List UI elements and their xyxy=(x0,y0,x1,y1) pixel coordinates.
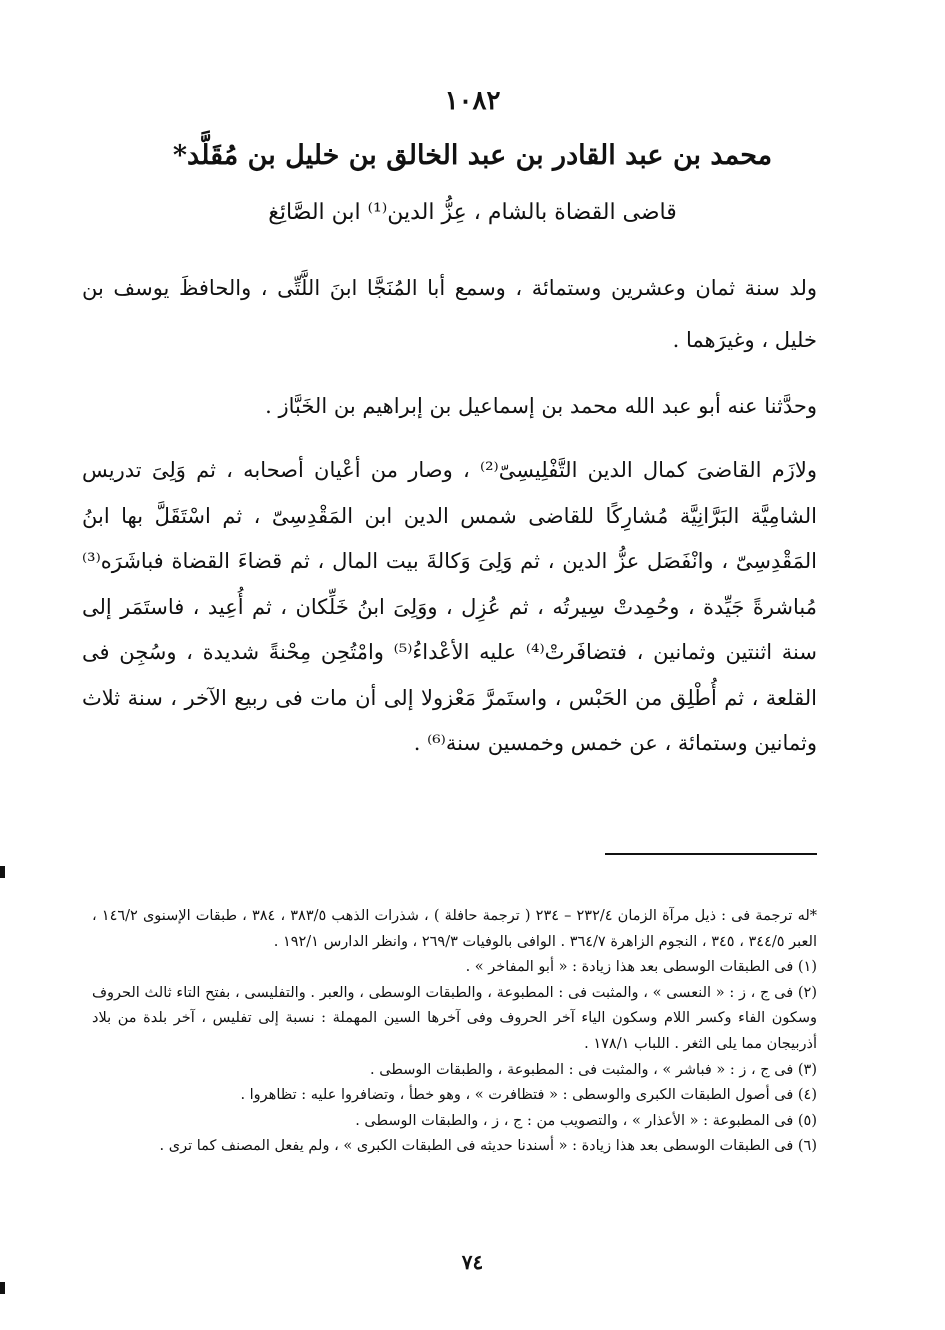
footnote-2: (٢) فى ج ، ز : « النعسى » ، والمثبت فى : المطبوعة ، والطبقات الوسطى ، والعبر . والتفليسى ، بفتح التاء ثالث الحروف وسكون الفاء وكسر اللام وسكون الياء آخر الحروف وفى آخرها السين المهملة : نسبة إلى تفليس ، آخر بلدة من بلاد أذربيجان مما يلى الثغر . اللباب ١٧٨/١ . xyxy=(92,984,817,1052)
footnotes xyxy=(92,904,817,1160)
footnote-3: (٣) فى ج ، ز : « فباشر » ، والمثبت فى : المطبوعة ، والطبقات الوسطى . xyxy=(370,1061,817,1078)
footnote-5: (٥) فى المطبوعة : « الأعذار » ، والتصويب من : ج ، ز ، والطبقات الوسطى . xyxy=(355,1112,817,1129)
footnote-sources: *له ترجمة فى : ذيل مرآة الزمان ٢٣٢/٤ – ٢٣٤ ( ترجمة حافلة ) ، شذرات الذهب ٣٨٣/٥ ، ٣٨٤ ، طبقات الإسنوى ١٤٦/٢ ، العبر ٣٤٤/٥ ، ٣٤٥ ، النجوم الزاهرة ٣٦٤/٧ . الوافى بالوفيات ٢٦٩/٣ ، وانظر الدارس ١٩٢/١ . xyxy=(92,908,818,950)
footnote-separator xyxy=(605,853,817,855)
scan-edge-mark xyxy=(0,1282,5,1294)
paragraph-birth: ولد سنة ثمان وعشرين وستمائة ، وسمع أبا المُنَجَّا ابنَ اللَّتِّى ، والحافظَ يوسف بن خليل ، وغيرَهما . xyxy=(82,276,817,352)
footnote-1: (١) فى الطبقات الوسطى بعد هذا زيادة : « أبو المفاخر » . xyxy=(465,959,817,976)
entry-subtitle: قاضى القضاة بالشام ، عِزُّ الدين⁽¹⁾ ابن الصَّائِغ xyxy=(268,200,677,225)
paragraph-narration: وحدَّثنا عنه أبو عبد الله محمد بن إسماعيل بن إبراهيم بن الخَبَّاز . xyxy=(265,394,817,418)
footnote-6: (٦) فى الطبقات الوسطى بعد هذا زيادة : « أسندنا حديثه فى الطبقات الكبرى » ، ولم يفعل المصنف كما ترى . xyxy=(159,1138,817,1155)
entry-number: ١٠٨٢ xyxy=(444,86,501,116)
scan-edge-mark xyxy=(0,866,5,878)
entry-title: محمد بن عبد القادر بن عبد الخالق بن خليل بن مُقَلَّد* xyxy=(172,140,773,171)
page-number: ٧٤ xyxy=(461,1250,484,1274)
paragraph-career: ولازَم القاضىَ كمال الدين التَّفْلِيسِىّ⁽²⁾ ، وصار من أعْيان أصحابه ، ثم وَلِىَ تدريس الشامِيَّة البَرَّانِيَّة مُشارِكًا للقاضى شمس الدين ابن المَقْدِسِىّ ، ثم اسْتَقَلَّ بها ابنُ المَقْدِسِىّ ، وانْفَصَل عزُّ الدين ، ثم وَلِىَ وَكالةَ بيت المال ، ثم قضاءَ القضاة فباشَرَه⁽³⁾ مُباشرةً جَيِّدة ، وحُمِدتْ سِيرتُه ، ثم عُزِل ، ووَلِىَ ابنُ خَلِّكان ، ثم أُعِيد ، فاستَمَر إلى سنة اثنتين وثمانين ، فتضافَرتْ⁽⁴⁾ عليه الأعْداءُ⁽⁵⁾ وامْتُحِن مِحْنةً شديدة ، وسُجِن فى القلعة ، ثم أُطْلِق من الحَبْس ، واستَمرَّ مَعْزولا إلى أن مات فى ربيع الآخر ، سنة ثلاث وثمانين وستمائة ، عن خمس وخمسين سنة⁽⁶⁾ . xyxy=(82,458,817,755)
footnote-4: (٤) فى أصول الطبقات الكبرى والوسطى : « فتظافرت » ، وهو خطأ ، وتضافروا عليه : تظاهروا . xyxy=(240,1087,817,1104)
